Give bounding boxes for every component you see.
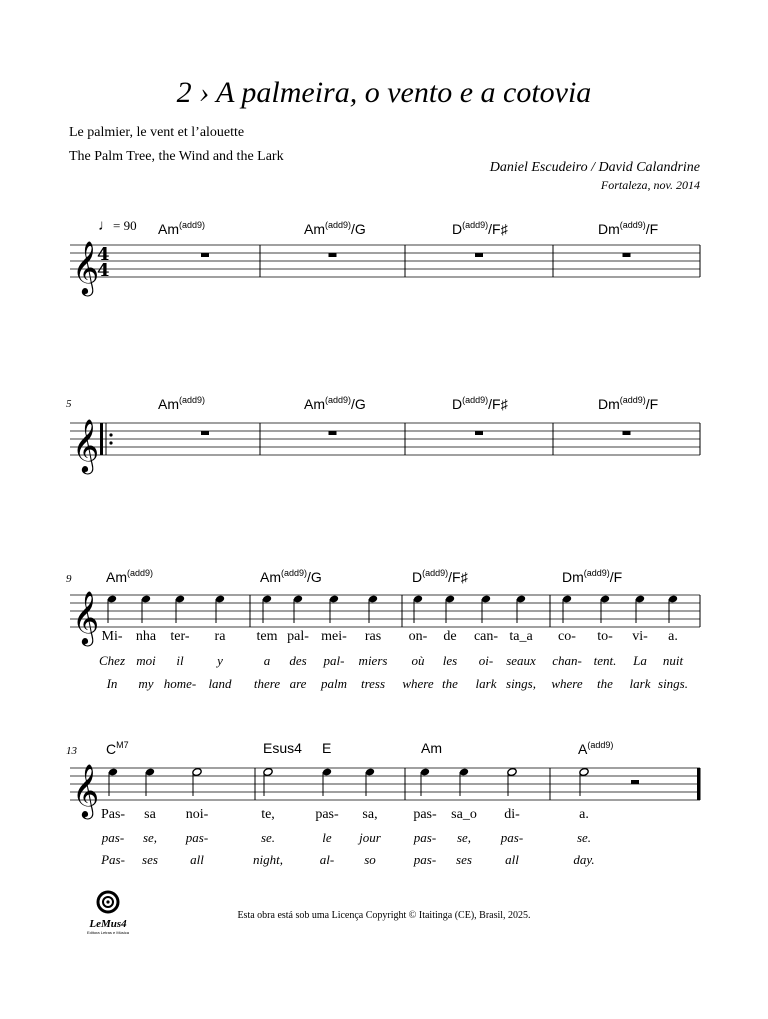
lyric-syllable: on- [408, 629, 428, 644]
lyric-syllable: pas- [500, 830, 524, 845]
quarter-note-icon: ♩ [98, 218, 113, 234]
lyric-syllable: where [551, 676, 583, 691]
lyric-syllable: chan- [552, 653, 582, 668]
lyric-syllable: jour [359, 830, 381, 845]
measure-number: 13 [66, 745, 77, 757]
chord-root: Am [304, 221, 325, 237]
chord-bass: /F [645, 396, 659, 412]
lyric-syllable: tress [360, 676, 386, 691]
chord-extension: (add9) [281, 568, 308, 578]
treble-clef-icon: 𝄞 [72, 240, 100, 294]
subtitle-english: The Palm Tree, the Wind and the Lark [69, 149, 284, 164]
chord-root: D [452, 396, 463, 412]
chord-root: Am [421, 740, 442, 756]
lyric-syllable: se. [260, 830, 276, 845]
lyric-syllable: sa_o [451, 807, 477, 822]
lyric-syllable: a. [668, 629, 678, 644]
lyric-syllable: ses [456, 852, 472, 867]
lyric-syllable: Pas- [100, 807, 126, 822]
lyric-syllable: nha [135, 629, 157, 644]
lyric-syllable: miers [358, 653, 388, 668]
repeat-thick-bar [100, 423, 103, 455]
lyric-syllable: In [106, 676, 118, 691]
lyric-syllable: the [597, 676, 613, 691]
lyric-syllable: a [263, 653, 271, 668]
lyric-syllable: mei- [321, 629, 347, 644]
chord-extension: (add9) [325, 395, 352, 405]
lyric-syllable: di- [504, 807, 520, 822]
lyric-syllable: Mi- [101, 629, 123, 644]
lyric-syllable: lark [629, 676, 651, 691]
lyric-syllable: palm [321, 676, 347, 691]
lyric-syllable: so [364, 852, 376, 867]
lyric-syllable: tem [256, 629, 278, 644]
chord-extension: (add9) [422, 568, 449, 578]
lyric-syllable: all [190, 852, 204, 867]
whole-rest [623, 431, 631, 435]
lyric-syllable: all [505, 852, 519, 867]
tempo-value: = 90 [113, 218, 137, 233]
lyric-syllable: home- [163, 676, 197, 691]
chord-root: D [412, 569, 423, 585]
lyric-syllable: noi- [185, 807, 209, 822]
lyric-syllable: Pas- [101, 852, 125, 867]
time-signature-top: 4 [97, 244, 110, 265]
lyric-syllable: Chez [99, 653, 125, 668]
lyric-syllable: sa [144, 807, 156, 822]
lyric-syllable: sings, [506, 676, 536, 691]
half-rest [631, 780, 639, 784]
lyric-syllable: lark [475, 676, 497, 691]
lyric-syllable: my [138, 676, 154, 691]
lyric-syllable: are [289, 676, 307, 691]
lyric-syllable: te, [261, 807, 275, 822]
lyric-syllable: pas- [185, 830, 209, 845]
chord-root: Am [106, 569, 127, 585]
whole-rest [475, 253, 483, 257]
lyric-syllable: La [633, 653, 647, 668]
copyright-footer: Esta obra está sob uma Licença Copyright © Itaitinga (CE), Brasil, 2025. [237, 910, 531, 921]
chord-root: Am [158, 396, 179, 412]
lyric-syllable: night, [253, 852, 283, 867]
lyric-syllable: a. [579, 807, 589, 822]
lyric-syllable: ter- [170, 629, 190, 644]
lyric-syllable: ras [364, 629, 382, 644]
page-title: 2 › A palmeira, o vento e a cotovia [176, 76, 592, 109]
lyric-syllable: il [176, 653, 184, 668]
lyric-syllable: oi- [478, 653, 494, 668]
time-signature-bottom: 4 [97, 260, 110, 281]
lyric-syllable: pas- [413, 807, 437, 822]
chord-root: C [106, 741, 117, 757]
chord-root: A [578, 741, 588, 757]
chord-extension: (add9) [127, 568, 154, 578]
lyric-syllable: se, [456, 830, 472, 845]
repeat-dot [109, 441, 112, 444]
lyric-syllable: sings. [658, 676, 688, 691]
lyric-syllable: des [289, 653, 307, 668]
chord-bass: /G [351, 396, 366, 412]
chord-root: Dm [598, 221, 620, 237]
chord-extension: (add9) [462, 395, 489, 405]
lyric-syllable: pas- [413, 852, 437, 867]
chord-bass: /F♯ [488, 396, 508, 412]
treble-clef-icon: 𝄞 [72, 418, 100, 472]
chord-root: Dm [562, 569, 584, 585]
lyric-syllable: co- [558, 629, 576, 644]
chord-bass: /F [645, 221, 659, 237]
chord-bass: /G [351, 221, 366, 237]
chord-root: E [322, 740, 332, 756]
lyric-syllable: pas- [413, 830, 437, 845]
chord-root: Esus4 [263, 740, 302, 756]
chord-root: Dm [598, 396, 620, 412]
chord-bass: /F♯ [448, 569, 468, 585]
lyric-syllable: nuit [662, 653, 684, 668]
repeat-dot [109, 433, 112, 436]
chord-root: D [452, 221, 463, 237]
lyric-syllable: se. [576, 830, 592, 845]
chord-bass: /F♯ [488, 221, 508, 237]
chord-extension: (add9) [179, 395, 206, 405]
lyric-syllable: where [402, 676, 434, 691]
lyric-syllable: moi [136, 653, 156, 668]
chord-extension: (add9) [583, 568, 610, 578]
chord-extension: (add9) [619, 220, 646, 230]
lyric-syllable: can- [473, 629, 499, 644]
lyric-syllable: pas- [315, 807, 339, 822]
logo-tagline: Editora Letras e Música [86, 930, 130, 935]
lyric-syllable: there [253, 676, 281, 691]
lyric-syllable: où [411, 653, 425, 668]
chord-bass: /G [307, 569, 322, 585]
lyric-syllable: pas- [101, 830, 125, 845]
lyric-syllable: pal- [323, 653, 345, 668]
lyric-syllable: ra [214, 629, 226, 644]
lyric-syllable: seaux [506, 653, 536, 668]
lyric-syllable: les [442, 653, 458, 668]
chord-extension: (add9) [462, 220, 489, 230]
treble-clef-icon: 𝄞 [72, 763, 100, 817]
final-bar [697, 768, 700, 800]
chord-extension: (add9) [179, 220, 206, 230]
lyric-syllable: tent. [593, 653, 617, 668]
whole-rest [623, 253, 631, 257]
chord-extension: (add9) [325, 220, 352, 230]
lyric-syllable: pal- [287, 629, 309, 644]
lyric-syllable: se, [142, 830, 158, 845]
lyric-syllable: de [443, 629, 457, 644]
whole-rest [201, 431, 209, 435]
lyric-syllable: le [322, 830, 332, 845]
lyric-syllable: ta_a [509, 629, 533, 644]
treble-clef-icon: 𝄞 [72, 590, 100, 644]
chord-root: Am [260, 569, 281, 585]
chord-extension: M7 [116, 740, 129, 750]
subtitle-french: Le palmier, le vent et l’alouette [69, 125, 245, 140]
lyric-syllable: y [217, 653, 223, 668]
lyric-syllable: to- [597, 629, 613, 644]
chord-bass: /F [609, 569, 623, 585]
lyric-syllable: sa, [362, 807, 378, 822]
lyric-syllable: ses [142, 852, 158, 867]
measure-number: 5 [66, 398, 72, 410]
logo-name: LeMus4 [89, 918, 127, 930]
composer-credit: Daniel Escudeiro / David Calandrine [489, 160, 700, 175]
whole-rest [329, 253, 337, 257]
whole-rest [475, 431, 483, 435]
measure-number: 9 [66, 573, 72, 585]
lyric-syllable: the [442, 676, 458, 691]
chord-extension: (add9) [587, 740, 614, 750]
lyric-syllable: al- [319, 852, 335, 867]
whole-rest [201, 253, 209, 257]
chord-root: Am [158, 221, 179, 237]
lyric-syllable: vi- [632, 629, 648, 644]
chord-extension: (add9) [619, 395, 646, 405]
lyric-syllable: day. [573, 852, 595, 867]
lyric-syllable: land [208, 676, 232, 691]
whole-rest [329, 431, 337, 435]
place-date: Fortaleza, nov. 2014 [600, 178, 700, 192]
chord-root: Am [304, 396, 325, 412]
